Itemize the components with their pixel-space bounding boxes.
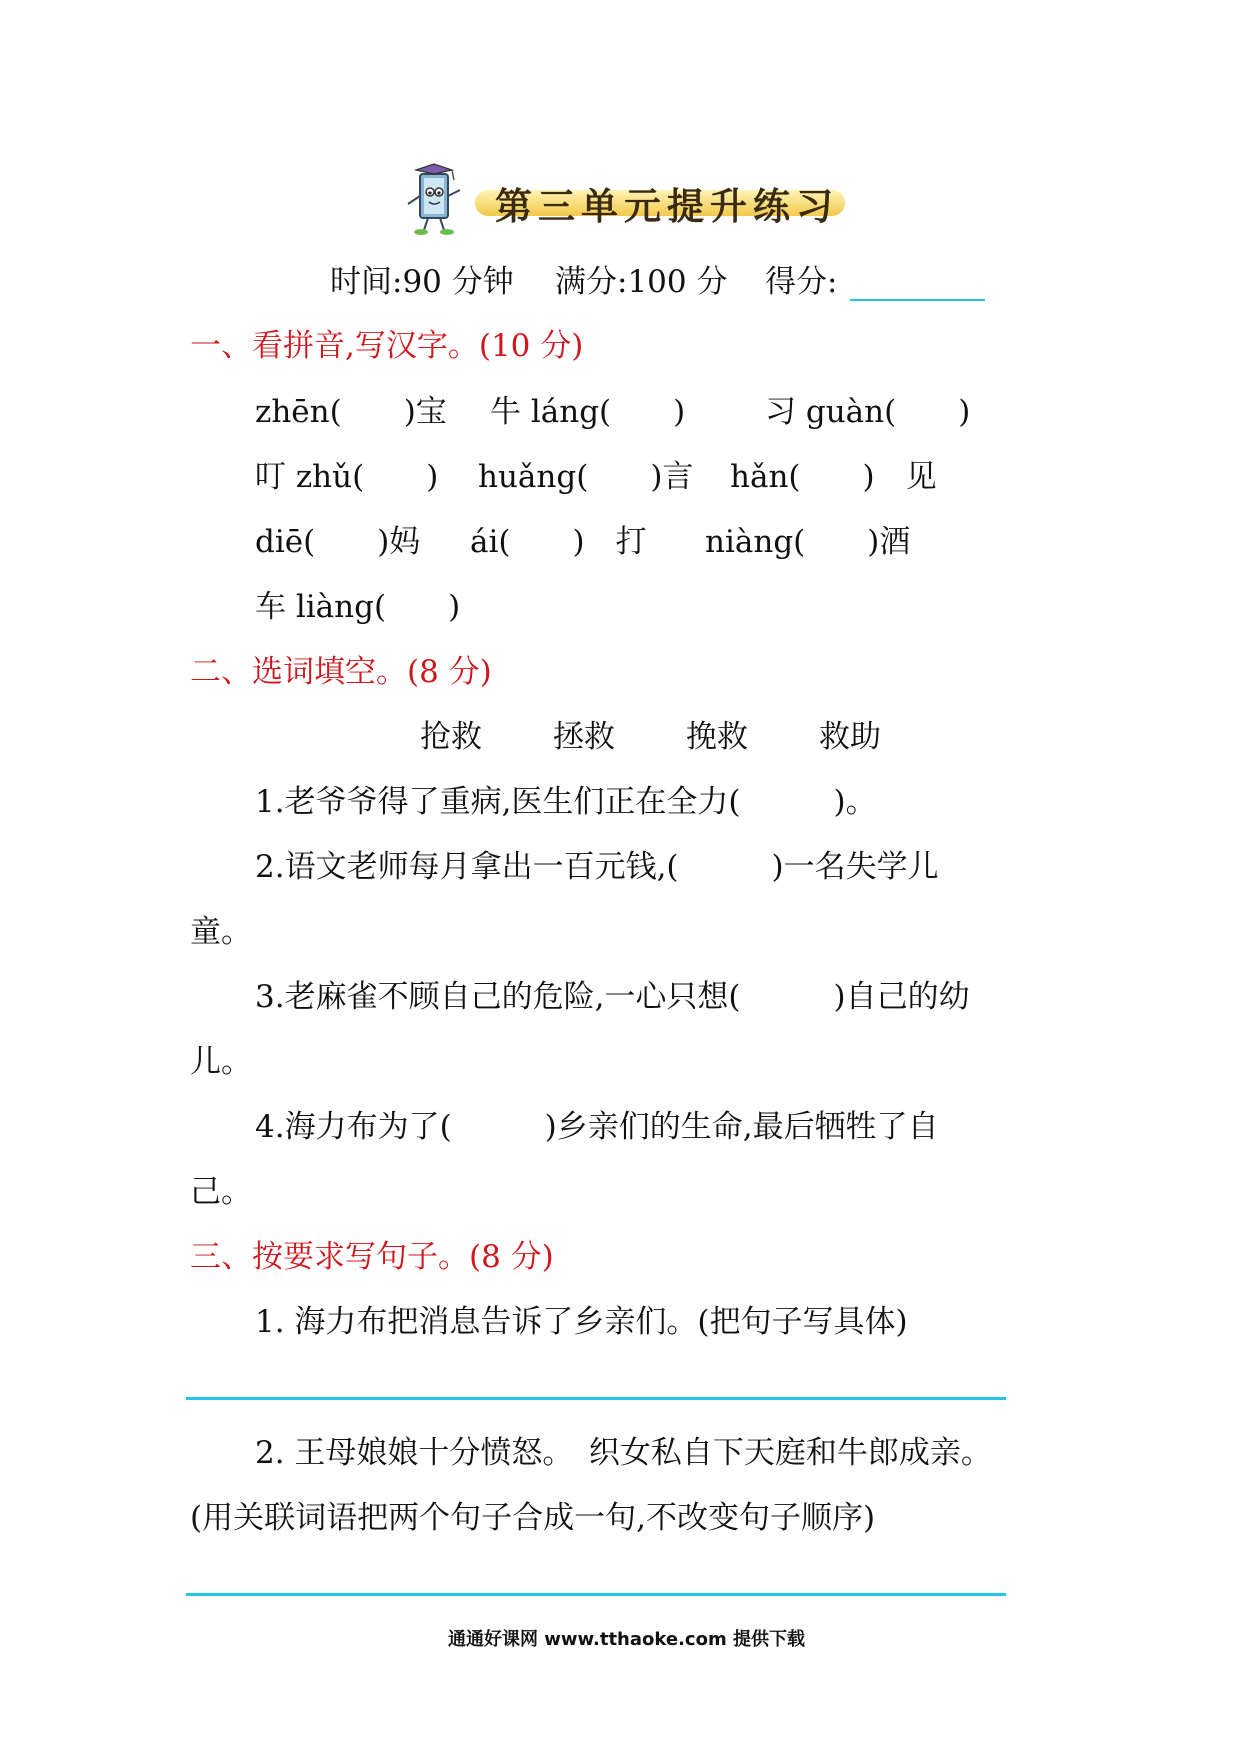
answer-line[interactable] bbox=[186, 1397, 1006, 1400]
pinyin-item: huǎng( )言 bbox=[478, 459, 694, 495]
pinyin-item: diē( )妈 bbox=[255, 524, 421, 560]
word-choice: 拯救 bbox=[553, 719, 615, 755]
footer-text: 通通好课网 www.tthaoke.com 提供下载 bbox=[448, 1629, 805, 1650]
question-text: 2. 王母娘娘十分愤怒。 织女私自下天庭和牛郎成亲。 bbox=[255, 1435, 992, 1471]
pinyin-item: 习 guàn( ) bbox=[765, 394, 971, 430]
score-blank[interactable] bbox=[850, 299, 985, 301]
word-choice: 挽救 bbox=[686, 719, 748, 755]
book-mascot-icon bbox=[400, 160, 470, 240]
pinyin-item: 车 liàng( ) bbox=[255, 589, 461, 625]
question-text: 己。 bbox=[190, 1174, 252, 1210]
question-text: 儿。 bbox=[190, 1044, 252, 1080]
question-text: 4.海力布为了( )乡亲们的生命,最后牺牲了自 bbox=[255, 1109, 939, 1145]
time-label: 时间:90 分钟 bbox=[330, 264, 514, 300]
question-text: 童。 bbox=[190, 914, 252, 950]
word-choice: 抢救 bbox=[420, 719, 482, 755]
pinyin-item: zhēn( )宝 bbox=[255, 394, 447, 430]
answer-line[interactable] bbox=[186, 1593, 1006, 1596]
page-title: 第三单元提升练习 bbox=[495, 184, 839, 228]
pinyin-item: hǎn( ) 见 bbox=[730, 459, 937, 495]
pinyin-item: ái( ) 打 bbox=[470, 524, 647, 560]
question-text: 1. 海力布把消息告诉了乡亲们。(把句子写具体) bbox=[255, 1304, 908, 1340]
question-text: 3.老麻雀不顾自己的危险,一心只想( )自己的幼 bbox=[255, 979, 970, 1015]
pinyin-item: 叮 zhǔ( ) bbox=[255, 459, 439, 495]
title-banner bbox=[400, 160, 860, 240]
score-label: 得分: bbox=[765, 264, 838, 300]
question-text: 2.语文老师每月拿出一百元钱,( )一名失学儿 bbox=[255, 849, 939, 885]
full-score-label: 满分:100 分 bbox=[555, 264, 728, 300]
question-text: (用关联词语把两个句子合成一句,不改变句子顺序) bbox=[190, 1500, 876, 1536]
question-text: 1.老爷爷得了重病,医生们正在全力( )。 bbox=[255, 784, 877, 820]
pinyin-item: niàng( )酒 bbox=[705, 524, 911, 560]
word-choice: 救助 bbox=[819, 719, 881, 755]
pinyin-item: 牛 láng( ) bbox=[490, 394, 686, 430]
section2-heading: 二、选词填空。(8 分) bbox=[190, 654, 492, 690]
section1-heading: 一、看拼音,写汉字。(10 分) bbox=[190, 328, 584, 364]
section3-heading: 三、按要求写句子。(8 分) bbox=[190, 1239, 554, 1275]
